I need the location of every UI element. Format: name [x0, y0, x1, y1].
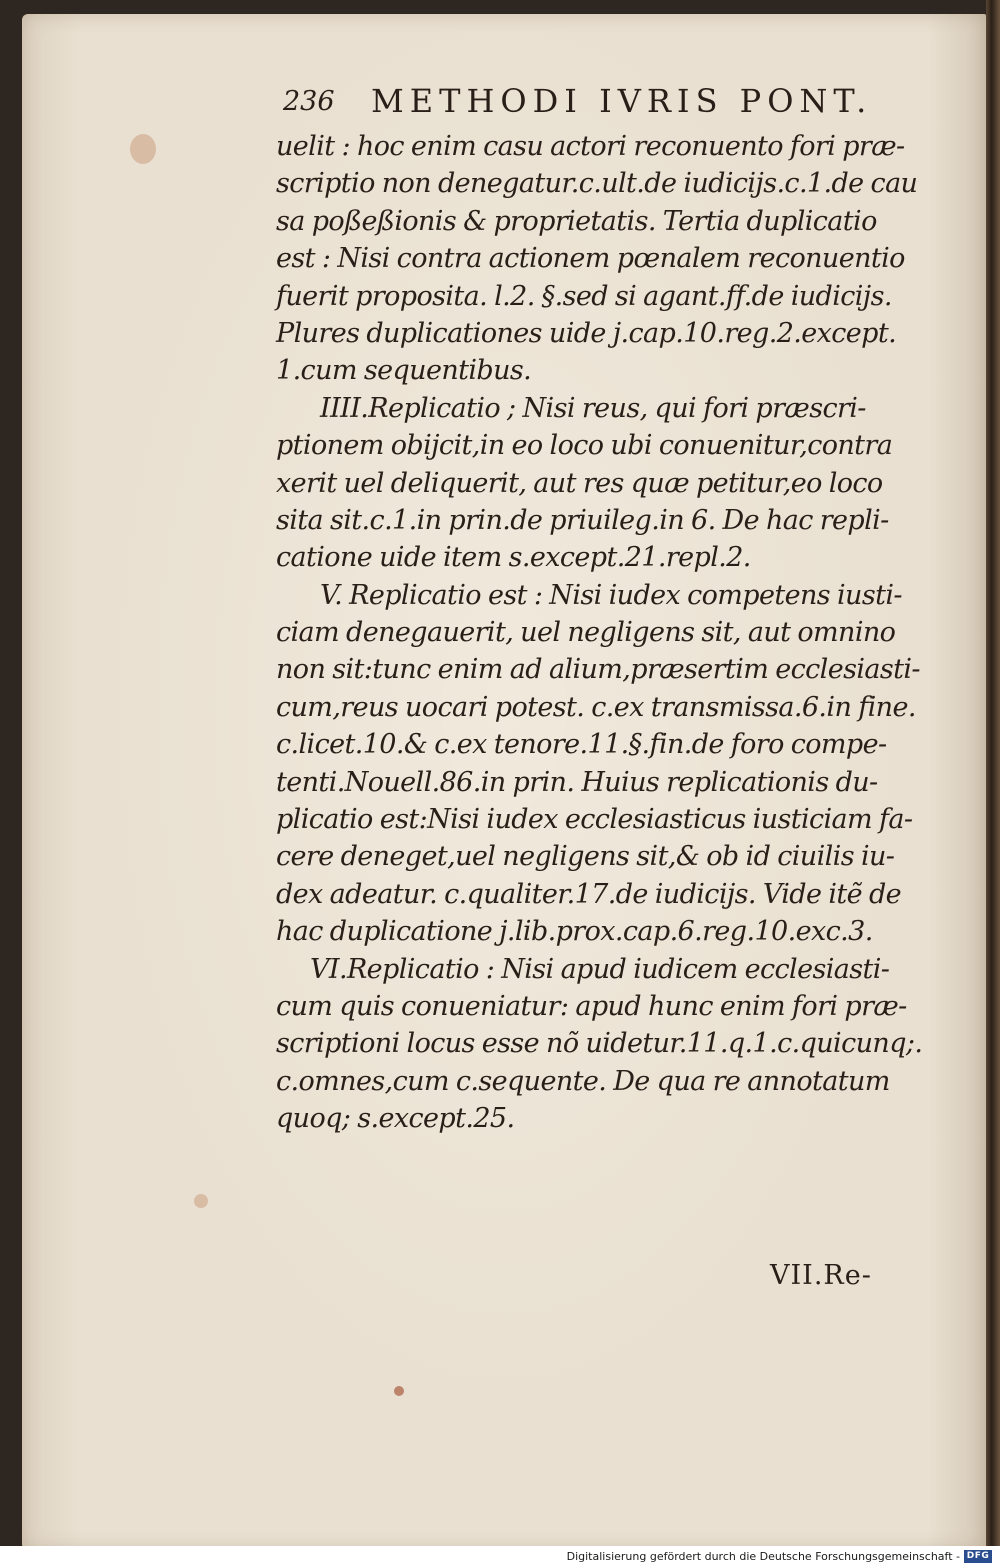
text-line: fuerit proposita. l.2. §.sed si agant.ff.de iudicijs.: [276, 280, 892, 312]
text-line: c.licet.10.& c.ex tenore.11.§.fin.de foro compe-: [276, 729, 887, 761]
text-line: cum quis conueniatur: apud hunc enim fori præ-: [276, 990, 907, 1022]
stain-mark: [394, 1386, 404, 1396]
dfg-logo-icon[interactable]: DFG: [964, 1550, 992, 1563]
stain-mark: [130, 134, 156, 164]
page-number: 236: [283, 86, 335, 117]
text-line: sa poßeßionis & proprietatis. Tertia duplicatio: [276, 205, 877, 237]
page-header: [283, 82, 903, 124]
text-line: cum,reus uocari potest. c.ex transmissa.6.in fine.: [276, 691, 916, 723]
text-line: hac duplicatione j.lib.prox.cap.6.reg.10.exc.3.: [276, 916, 873, 948]
text-line: quoq; s.except.25.: [276, 1103, 515, 1135]
funding-credit: Digitalisierung gefördert durch die Deutsche Forschungsgemeinschaft -: [566, 1550, 960, 1563]
text-line: Plures duplicationes uide j.cap.10.reg.2.except.: [276, 317, 897, 349]
text-line: c.omnes,cum c.sequente. De qua re annotatum: [276, 1065, 890, 1097]
digitization-footer: [0, 1546, 1000, 1568]
text-line: ptionem obijcit,in eo loco ubi conuenitur,contra: [276, 430, 893, 462]
stain-mark: [194, 1194, 208, 1208]
text-line: scriptioni locus esse nõ uidetur.11.q.1.c.quicunq;.: [276, 1028, 923, 1060]
text-line: scriptio non denegatur.c.ult.de iudicijs.c.1.de cau: [276, 168, 918, 200]
text-line: plicatio est:Nisi iudex ecclesiasticus iusticiam fa-: [276, 804, 913, 836]
text-line: xerit uel deliquerit, aut res quæ petitur,eo loco: [276, 467, 883, 499]
text-line: VI.Replicatio : Nisi apud iudicem ecclesiasti-: [310, 953, 890, 985]
catchword: VII.Re-: [770, 1260, 872, 1291]
text-line: est : Nisi contra actionem pœnalem reconuentio: [276, 243, 905, 275]
text-line: dex adeatur. c.qualiter.17.de iudicijs. Vide itẽ de: [276, 878, 902, 910]
text-line: 1.cum sequentibus.: [276, 355, 532, 387]
body-text: [276, 128, 923, 1138]
text-line: cere deneget,uel negligens sit,& ob id ciuilis iu-: [276, 841, 895, 873]
text-line: V. Replicatio est : Nisi iudex competens iusti-: [320, 579, 902, 611]
text-line: sita sit.c.1.in prin.de priuileg.in 6. De hac repli-: [276, 504, 889, 536]
text-line: tenti.Nouell.86.in prin. Huius replicationis du-: [276, 766, 878, 798]
text-line: IIII.Replicatio ; Nisi reus, qui fori præscri-: [320, 392, 866, 424]
book-spine-edge: [986, 0, 1000, 1568]
text-line: ciam denegauerit, uel negligens sit, aut omnino: [276, 617, 896, 649]
text-line: non sit:tunc enim ad alium,præsertim ecclesiasti-: [276, 654, 920, 686]
text-line: uelit : hoc enim casu actori reconuento fori præ-: [276, 131, 905, 162]
text-line: catione uide item s.except.21.repl.2.: [276, 542, 751, 574]
running-head: METHODI IVRIS PONT.: [371, 82, 873, 120]
